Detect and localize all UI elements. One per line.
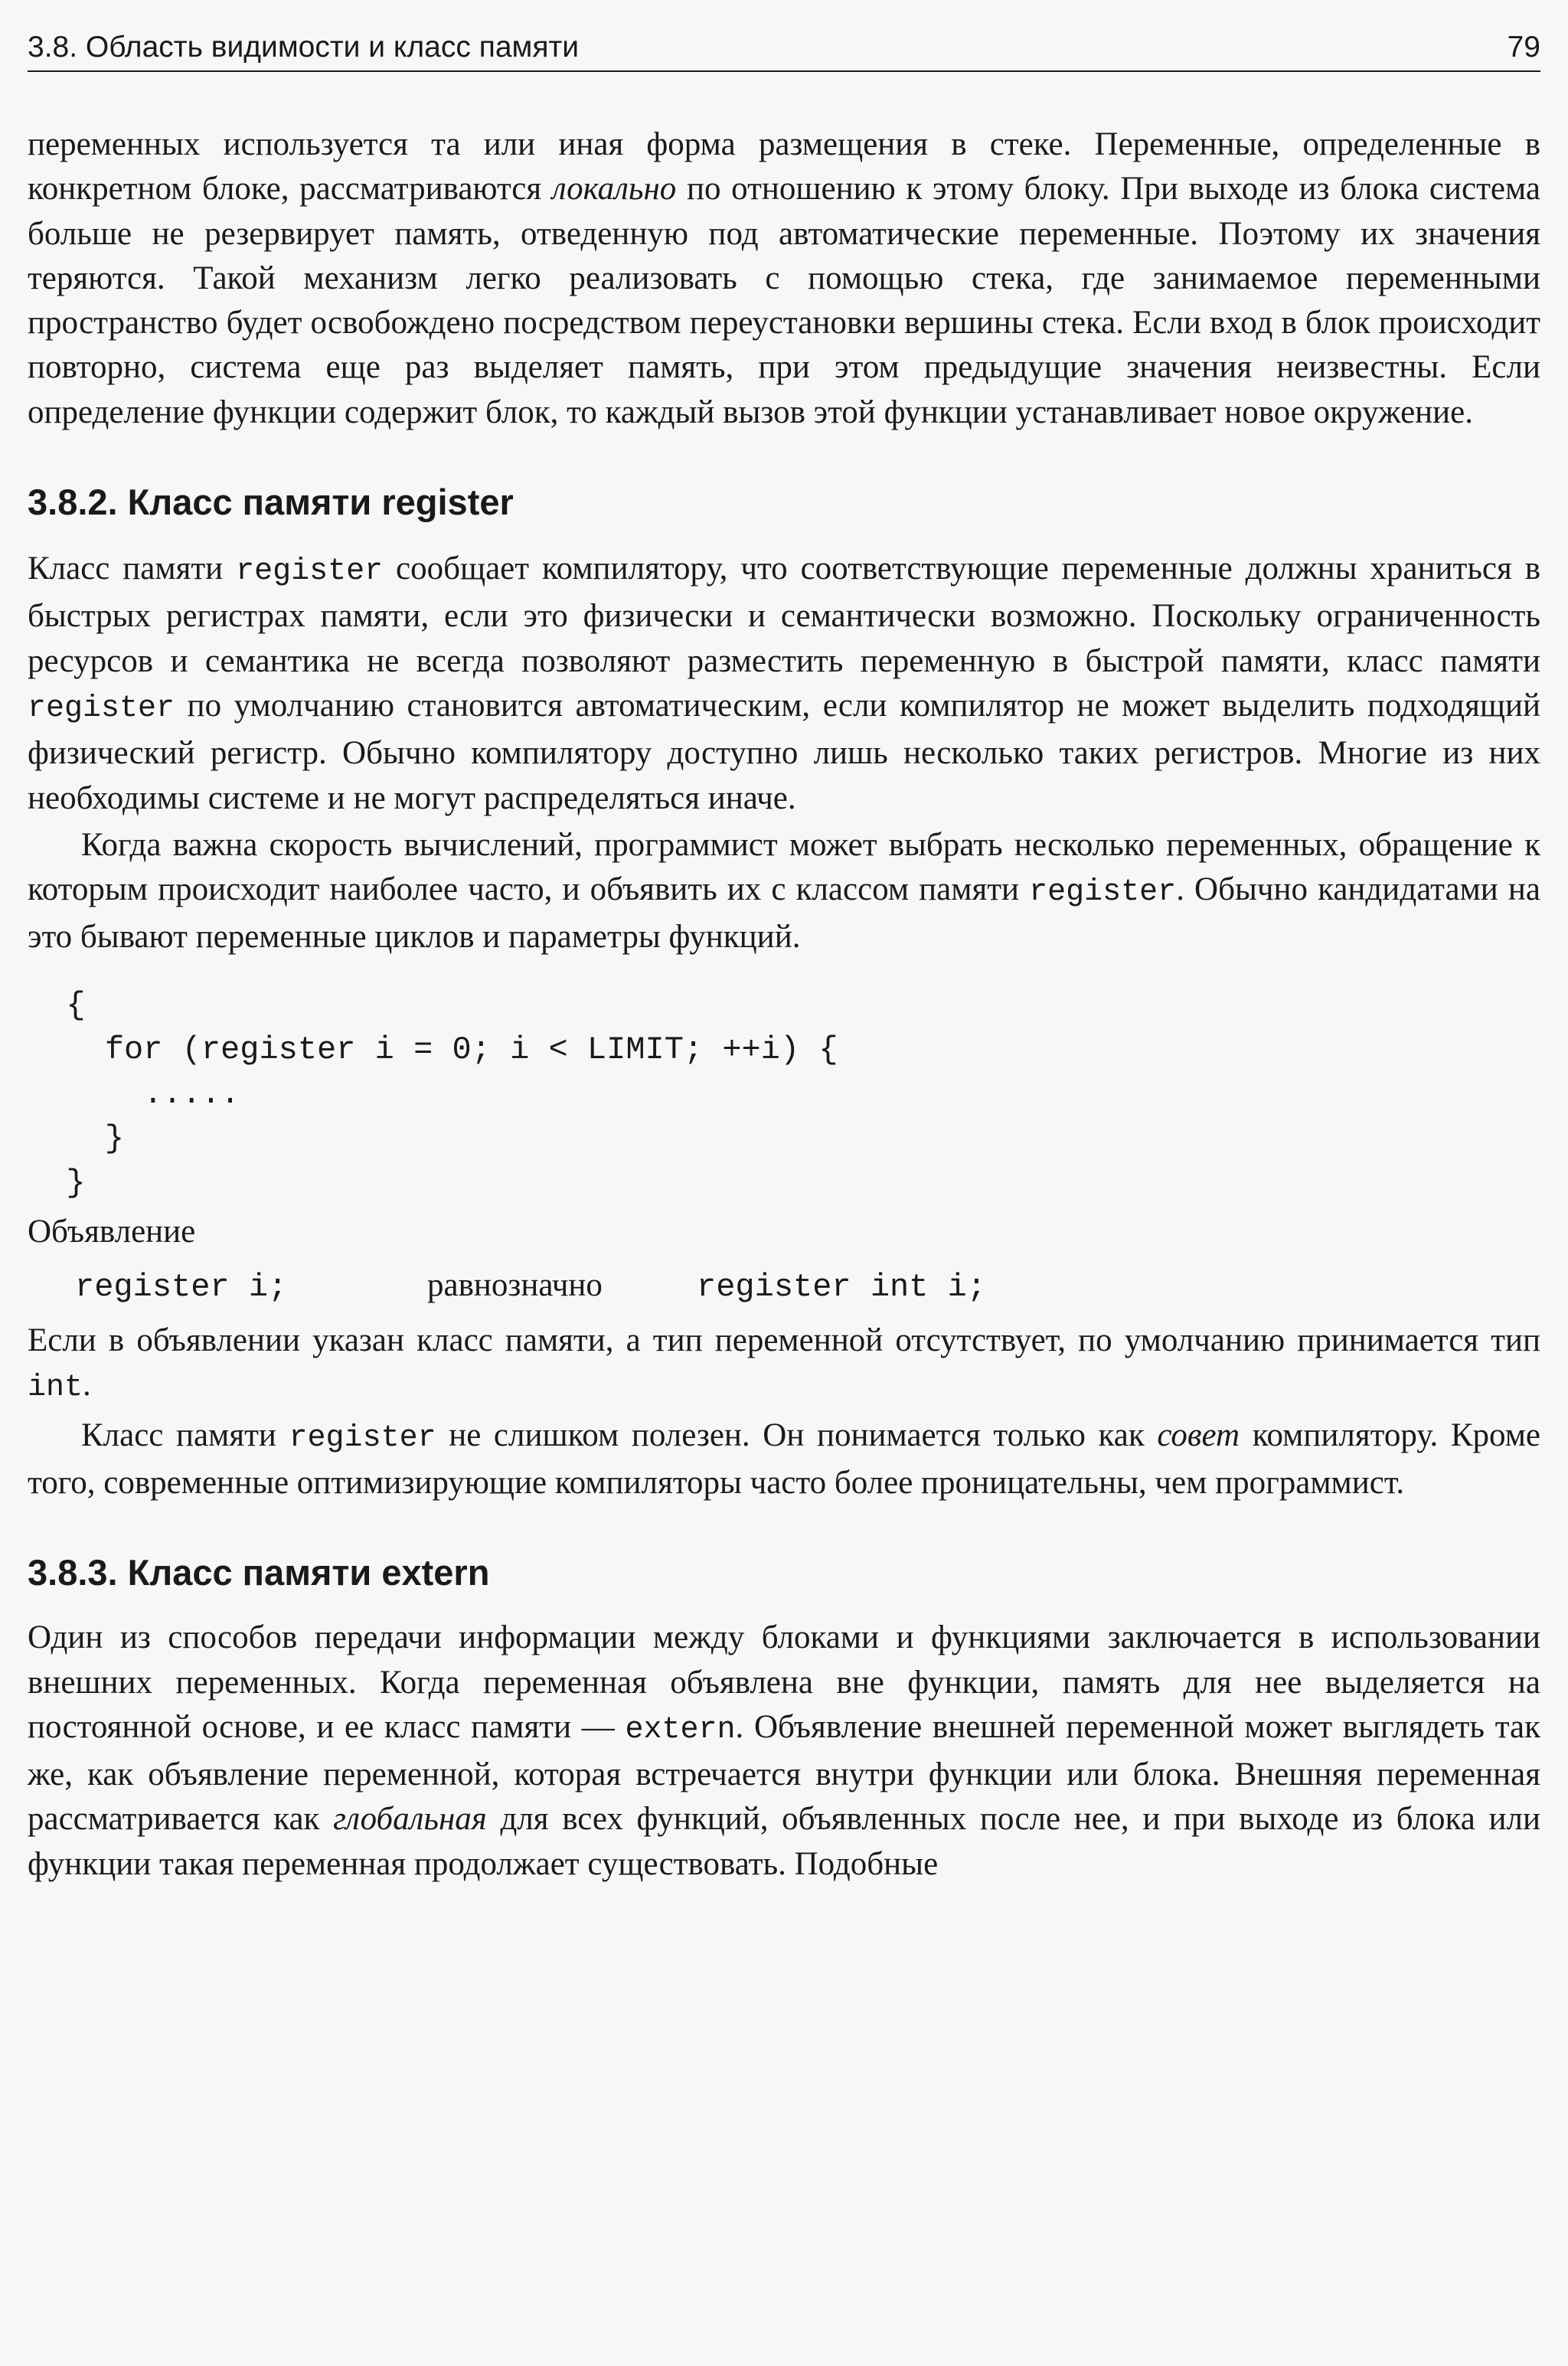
emphasis-term: совет xyxy=(1157,1417,1240,1453)
section-heading-extern: 3.8.3. Класс памяти extern xyxy=(28,1552,490,1593)
register-paragraph-1: Класс памяти register сообщает компилятору, что соответствующие переменные должны храниться в быстрых регистрах памяти, если это физически и семантически возможно. Поскольку ограниченность ресурсов и семантика не всегда позволяют разместить переменную в быстрой памяти, класс памяти register по умолчанию становится автоматическим, если компилятор не может выделить подходящий физический регистр. Обычно компилятору доступно лишь несколько таких регистров. Многие из них необходимы системе и не могут распределяться иначе. xyxy=(28,551,1540,816)
declaration-full: register int i; xyxy=(697,1269,987,1306)
declaration-short: register i; xyxy=(75,1269,288,1306)
running-header xyxy=(28,31,1540,72)
emphasis-term: глобальная xyxy=(333,1801,487,1838)
register-paragraph-3: Если в объявлении указан класс памяти, а тип переменной отсутствует, по умолчанию принимается тип int. xyxy=(28,1322,1540,1406)
register-paragraph-2: Когда важна скорость вычислений, программист может выбрать несколько переменных, обращение к которым происходит наиболее часто, и объявить их с классом памяти register. Обычно кандидатами на это бывают переменные циклов и параметры функций. xyxy=(28,826,1540,956)
register-paragraph-4: Класс памяти register не слишком полезен. Он понимается только как совет компилятору. Кроме того, современные оптимизирующие компиляторы часто более проницательны, чем программист. xyxy=(28,1417,1540,1501)
inline-code: extern xyxy=(625,1712,736,1747)
inline-code: register xyxy=(28,691,175,726)
declaration-label: Объявление xyxy=(28,1213,196,1250)
intro-paragraph: переменных используется та или иная форма размещения в стеке. Переменные, определенные в конкретном блоке, рассматриваются локально по отношению к этому блоку. При выходе из блока система больше не резервирует память, отведенную под автоматические переменные. Поэтому их значения теряются. Такой механизм легко реализовать с помощью стека, где занимаемое переменными пространство будет освобождено посредством переустановки вершины стека. Если вход в блок происходит повторно, система еще раз выделяет память, при этом предыдущие значения неизвестны. Если определение функции содержит блок, то каждый вызов этой функции устанавливает новое окружение. xyxy=(28,126,1540,430)
page-number: 79 xyxy=(1507,31,1540,64)
declaration-equivalence xyxy=(75,1263,1540,1309)
code-block-for-loop: { for (register i = 0; i < LIMIT; ++i) { ..... } } xyxy=(66,986,838,1201)
section-heading-register: 3.8.2. Класс памяти register xyxy=(28,482,514,523)
page-body xyxy=(28,123,1540,1887)
chapter-title: 3.8. Область видимости и класс памяти xyxy=(28,31,580,64)
inline-code: int xyxy=(28,1371,83,1406)
inline-code: register xyxy=(236,554,384,590)
emphasis-term: локально xyxy=(551,171,677,208)
inline-code: register xyxy=(1029,875,1177,910)
inline-code: register xyxy=(289,1420,436,1456)
extern-paragraph-1: Один из способов передачи информации между блоками и функциями заключается в использовании внешних переменных. Когда переменная объявлена вне функции, память для нее выделяется на постоянной основе, и ее класс памяти — extern. Объявление внешней переменной может выглядеть так же, как объявление переменной, которая встречается внутри функции или блока. Внешняя переменная рассматривается как глобальная для всех функций, объявленных после нее, и при выходе из блока или функции такая переменная продолжает существовать. Подобные xyxy=(28,1619,1540,1882)
equivalence-word: равнозначно xyxy=(427,1267,603,1304)
